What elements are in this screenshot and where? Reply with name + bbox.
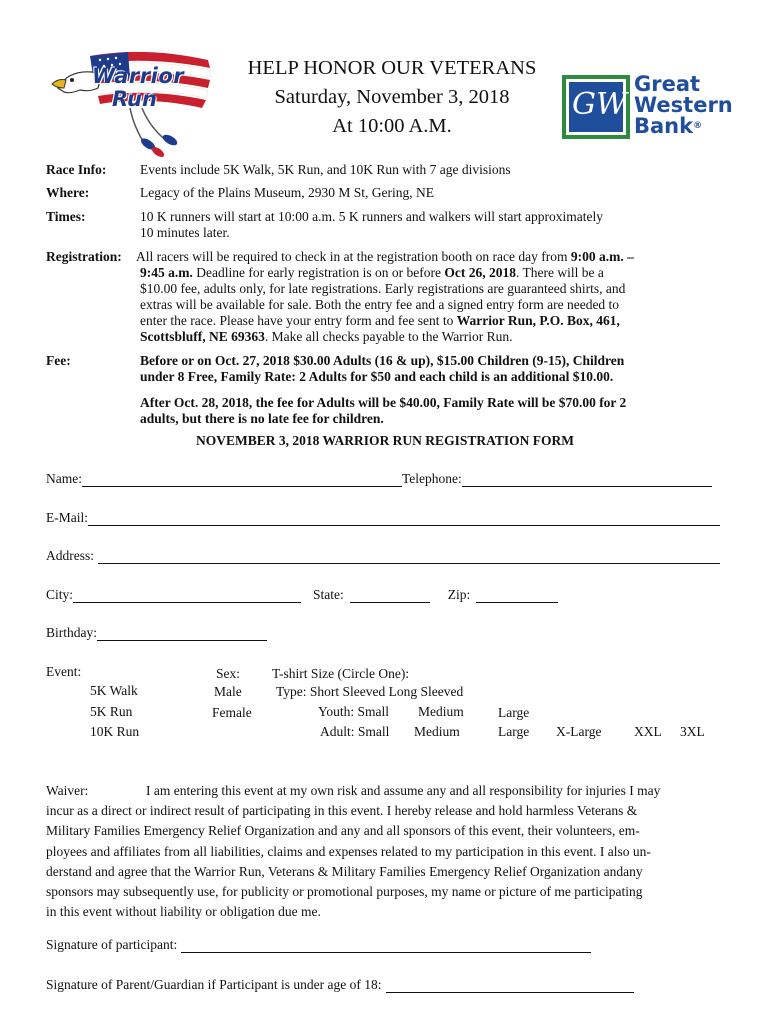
form-title: NOVEMBER 3, 2018 WARRIOR RUN REGISTRATION FORM: [196, 433, 574, 448]
registration-text: . Make all checks payable to the Warrior Run.: [264, 329, 513, 344]
fee-line-2: under 8 Free, Family Rate: 2 Adults for $50 and each child is an additional $10.00.: [140, 369, 614, 384]
warrior-run-logo: [50, 48, 215, 160]
bank-name-great: Great: [634, 72, 701, 96]
sex-label: Sex:: [216, 666, 241, 681]
gw-monogram-text: GW: [572, 87, 627, 122]
race-info-label: Race Info:: [46, 162, 107, 177]
race-info-text: Events include 5K Walk, 5K Run, and 10K Run with 7 age divisions: [140, 162, 511, 177]
city-label: City:: [46, 587, 74, 602]
waiver-line-7: in this event without liability or obligation due me.: [46, 904, 321, 919]
registration-time-start: 9:00 a.m. –: [570, 249, 634, 264]
birthday-field[interactable]: [97, 639, 267, 641]
registration-deadline: Oct 26, 2018: [444, 265, 517, 280]
sex-option-male[interactable]: Male: [214, 684, 242, 699]
adult-medium[interactable]: Medium: [414, 724, 460, 739]
youth-medium[interactable]: Medium: [418, 704, 464, 719]
times-line-2: 10 minutes later.: [140, 225, 230, 240]
registration-line-3: $10.00 fee, adults only, for late registrations. Early registrations are guaranteed shirts, and: [140, 281, 626, 296]
youth-large[interactable]: Large: [498, 705, 530, 720]
tshirt-type[interactable]: Type: Short Sleeved Long Sleeved: [276, 684, 464, 699]
waiver-line-3: Military Families Emergency Relief Organization and any and all sponsors of this event, their volunteers, em-: [46, 823, 640, 838]
registration-line-2: [140, 265, 604, 281]
fee-line-1: Before or on Oct. 27, 2018 $30.00 Adults (16 & up), $15.00 Children (9-15), Children: [140, 353, 625, 368]
address-label: Address:: [46, 548, 94, 563]
waiver-line-1: [46, 781, 716, 802]
event-option-5k-walk[interactable]: 5K Walk: [90, 683, 138, 698]
guardian-signature-field[interactable]: [386, 991, 634, 993]
sex-option-female[interactable]: Female: [212, 705, 252, 720]
address-row: [46, 548, 720, 564]
registration-line-4: extras will be available for sale. Both the entry fee and a signed entry form are needed to: [140, 297, 620, 312]
fee-label: Fee:: [46, 353, 71, 368]
header-line-1: HELP HONOR OUR VETERANS: [247, 57, 537, 79]
name-row: [46, 471, 712, 487]
participant-signature-label: Signature of participant:: [46, 937, 178, 952]
name-field[interactable]: [82, 485, 402, 487]
registration-line-6: [140, 329, 512, 345]
address-field[interactable]: [98, 562, 720, 564]
times-label: Times:: [46, 209, 86, 224]
event-option-10k-run[interactable]: 10K Run: [90, 724, 140, 739]
registration-label: Registration:: [46, 249, 122, 264]
adult-x-large[interactable]: X-Large: [556, 724, 602, 739]
waiver-line-5: derstand and agree that the Warrior Run, Veterans & Military Families Emergency Relief Organization andany: [46, 864, 643, 879]
where-text: Legacy of the Plains Museum, 2930 M St, Gering, NE: [140, 185, 434, 200]
registration-text: . There will be a: [516, 265, 604, 280]
registration-text: Deadline for early registration is on or before: [192, 265, 445, 280]
telephone-field[interactable]: [462, 485, 712, 487]
bank-name-bank: [634, 115, 702, 137]
birthday-label: Birthday:: [46, 625, 97, 640]
birthday-row: [46, 625, 306, 641]
mailing-city: Scottsbluff, NE 69363: [140, 329, 265, 344]
bank-name-western: Western: [634, 93, 733, 117]
header-line-2: Saturday, November 3, 2018: [274, 86, 510, 108]
registration-line-5: [140, 313, 620, 329]
registration-line-1: [136, 249, 634, 265]
guardian-signature-row: [46, 977, 634, 993]
great-western-bank-logo: [562, 72, 733, 141]
guardian-signature-label: Signature of Parent/Guardian if Participant is under age of 18:: [46, 977, 382, 992]
state-field[interactable]: [350, 601, 430, 603]
zip-label: Zip:: [447, 587, 471, 602]
adult-xxl[interactable]: XXL: [634, 724, 662, 739]
header-line-3: At 10:00 A.M.: [332, 115, 452, 137]
fee-line-3: After Oct. 28, 2018, the fee for Adults will be $40.00, Family Rate will be $70.00 for 2: [140, 395, 627, 410]
telephone-label: Telephone:: [402, 471, 462, 486]
waiver-line-2: incur as a direct or indirect result of participating in this event. I hereby release and hold harmless Veterans &: [46, 803, 638, 818]
tshirt-label: T-shirt Size (Circle One):: [272, 666, 410, 681]
waiver-line-6: sponsors may subsequently use, for publicity or promotional purposes, my name or picture of me participating: [46, 884, 643, 899]
waiver-text: I am entering this event at my own risk and assume any and all responsibility for injuries I may: [146, 783, 661, 798]
participant-signature-row: [46, 937, 591, 953]
times-line-1: 10 K runners will start at 10:00 a.m. 5 K runners and walkers will start approximately: [140, 209, 604, 224]
logo-warrior-text: Warrior: [92, 64, 185, 88]
adult-large[interactable]: Large: [498, 724, 530, 739]
registered-mark: ®: [693, 121, 703, 131]
event-label: Event:: [46, 664, 82, 679]
waiver-line-4: ployees and affiliates from all liabilities, claims and expenses related to my participation in this event. I also un-: [46, 844, 651, 859]
waiver-label: Waiver:: [46, 783, 89, 798]
logo-run-text: Run: [112, 87, 157, 111]
city-field[interactable]: [73, 601, 301, 603]
event-option-5k-run[interactable]: 5K Run: [90, 704, 133, 719]
email-field[interactable]: [88, 524, 720, 526]
email-row: [46, 510, 720, 526]
city-row: [46, 587, 566, 603]
youth-small[interactable]: Youth: Small: [318, 704, 390, 719]
state-label: State:: [313, 587, 344, 602]
name-label: Name:: [46, 471, 82, 486]
registration-text: enter the race. Please have your entry form and fee sent to: [140, 313, 457, 328]
fee-line-4: adults, but there is no late fee for children.: [140, 411, 384, 426]
participant-signature-field[interactable]: [181, 951, 591, 953]
where-label: Where:: [46, 185, 90, 200]
bank-name-bank-word: Bank: [634, 114, 694, 138]
mailing-address: Warrior Run, P.O. Box, 461,: [456, 313, 620, 328]
registration-text: All racers will be required to check in at the registration booth on race day from: [136, 249, 571, 264]
adult-3xl[interactable]: 3XL: [680, 724, 705, 739]
registration-time-end: 9:45 a.m.: [140, 265, 193, 280]
zip-field[interactable]: [476, 601, 558, 603]
email-label: E-Mail:: [46, 510, 88, 525]
adult-small[interactable]: Adult: Small: [320, 724, 390, 739]
